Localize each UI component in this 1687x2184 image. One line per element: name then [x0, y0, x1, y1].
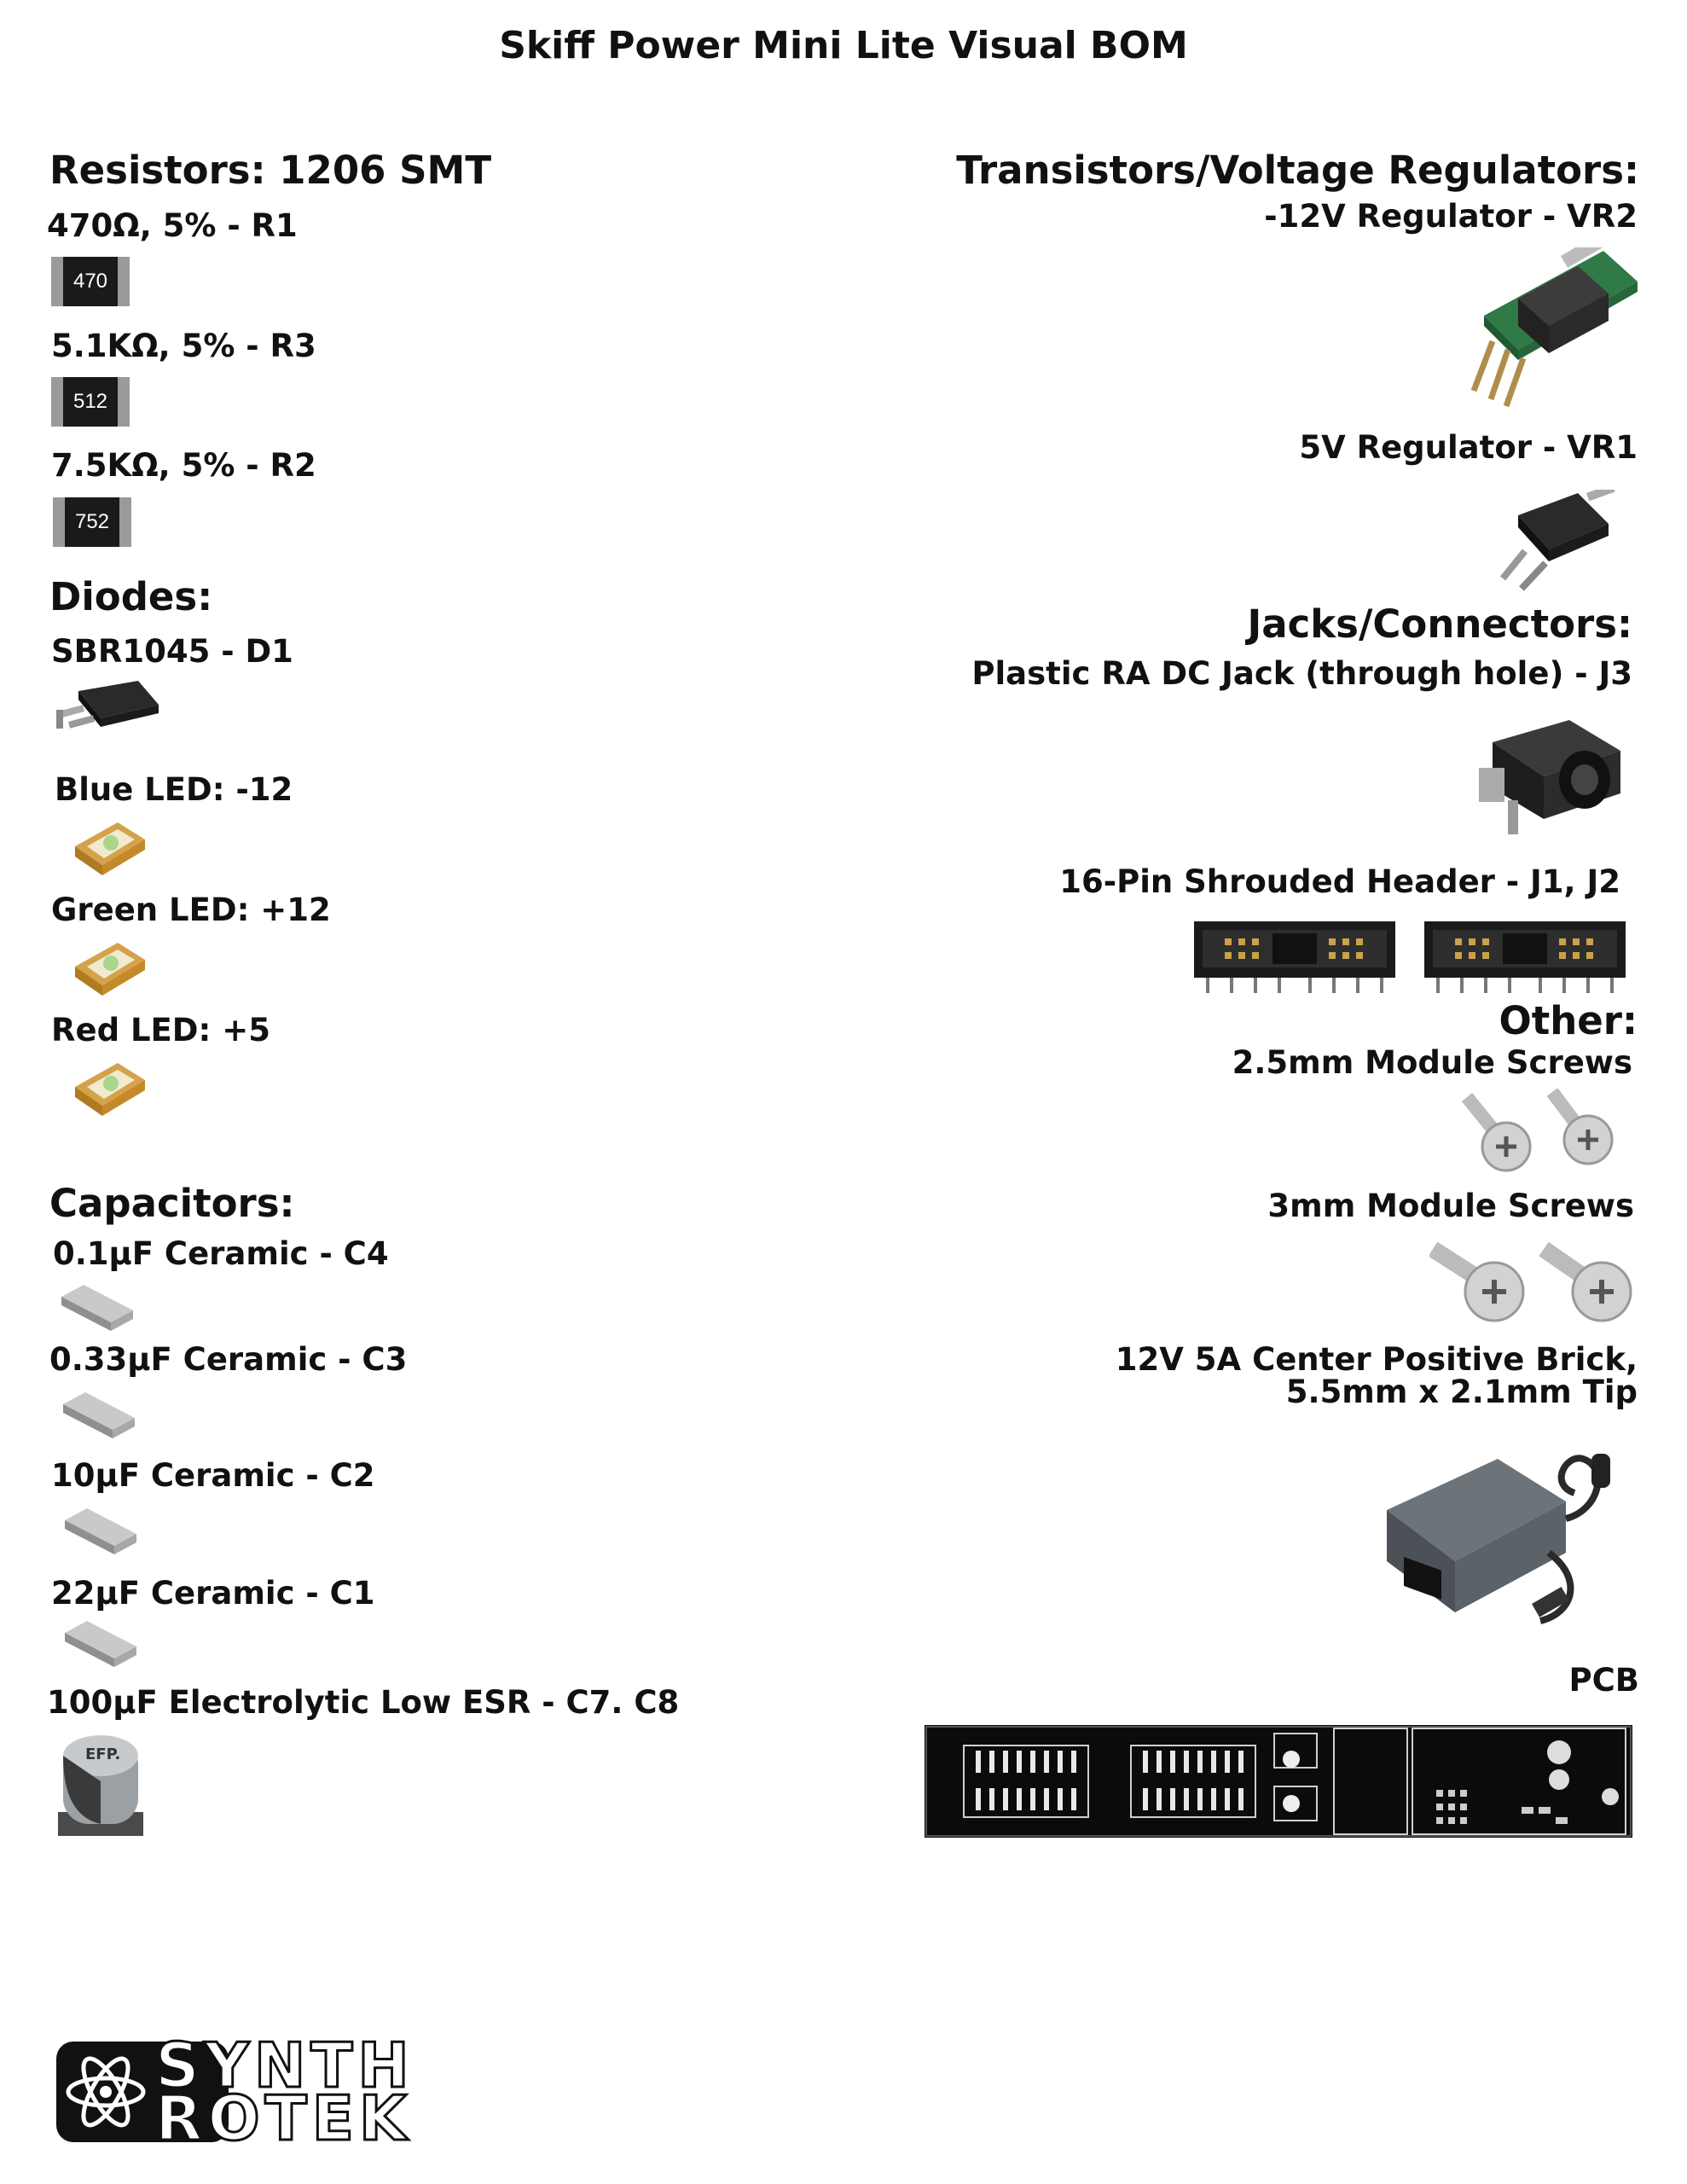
c2-ceramic-icon — [61, 1503, 140, 1558]
header-label: 16-Pin Shrouded Header - J1, J2 — [1059, 863, 1620, 900]
screws-25mm-icon — [1458, 1089, 1629, 1182]
resistor-r2-label: 7.5KΩ, 5% - R2 — [51, 447, 316, 484]
capacitor-c1-label: 22µF Ceramic - C1 — [51, 1575, 375, 1612]
logo-line1: SYNTH — [155, 2030, 415, 2101]
d1-package-icon — [53, 674, 164, 742]
j3-label: Plastic RA DC Jack (through hole) - J3 — [971, 655, 1632, 692]
vr1-label: 5V Regulator - VR1 — [1299, 429, 1638, 466]
red-led-icon — [68, 1054, 150, 1123]
vr1-regulator-icon — [1484, 490, 1620, 592]
resistor-r3-image: 512 — [51, 377, 130, 427]
electrolytic-label: 100µF Electrolytic Low ESR - C7. C8 — [47, 1684, 680, 1721]
electrolytic-capacitor-icon — [53, 1730, 147, 1841]
vr2-regulator-icon — [1458, 247, 1639, 410]
screws-3mm-label: 3mm Module Screws — [1267, 1188, 1634, 1224]
green-led-label: Green LED: +12 — [51, 892, 331, 928]
other-heading: Other: — [1499, 998, 1638, 1043]
green-led-icon — [68, 934, 150, 1002]
pcb-board-image — [925, 1725, 1632, 1838]
capacitor-c2-label: 10µF Ceramic - C2 — [51, 1457, 375, 1494]
dc-jack-icon — [1458, 708, 1629, 836]
resistors-heading: Resistors: 1206 SMT — [49, 148, 492, 193]
c4-ceramic-icon — [58, 1280, 136, 1334]
jacks-heading: Jacks/Connectors: — [1247, 601, 1632, 647]
diode-d1-label: SBR1045 - D1 — [51, 633, 293, 670]
screws-3mm-icon — [1429, 1232, 1643, 1334]
capacitor-c4-label: 0.1µF Ceramic - C4 — [53, 1235, 389, 1272]
screws-25mm-label: 2.5mm Module Screws — [1232, 1044, 1632, 1081]
capacitor-c3-label: 0.33µF Ceramic - C3 — [49, 1341, 408, 1378]
blue-led-label: Blue LED: -12 — [55, 771, 293, 808]
shrouded-header-j1-icon — [1191, 918, 1399, 995]
regulators-heading: Transistors/Voltage Regulators: — [956, 148, 1639, 193]
page-title: Skiff Power Mini Lite Visual BOM — [499, 24, 1188, 67]
c3-ceramic-icon — [60, 1387, 138, 1442]
electrolytic-marking: EFP. — [85, 1745, 121, 1763]
brick-label-line2: 5.5mm x 2.1mm Tip — [1285, 1374, 1638, 1410]
capacitors-heading: Capacitors: — [49, 1181, 295, 1226]
resistor-r2-image: 752 — [53, 497, 131, 547]
resistor-r1-label: 470Ω, 5% - R1 — [47, 207, 298, 244]
diodes-heading: Diodes: — [49, 574, 213, 619]
pcb-label: PCB — [1568, 1662, 1639, 1699]
red-led-label: Red LED: +5 — [51, 1012, 270, 1048]
brick-label-line1: 12V 5A Center Positive Brick, — [1115, 1341, 1638, 1378]
resistor-r1-image: 470 — [51, 257, 130, 306]
shrouded-header-j2-icon — [1421, 918, 1629, 995]
c1-ceramic-icon — [61, 1616, 140, 1670]
power-brick-icon — [1378, 1433, 1626, 1638]
vr2-label: -12V Regulator - VR2 — [1264, 198, 1638, 235]
resistor-r3-label: 5.1KΩ, 5% - R3 — [51, 328, 316, 364]
logo-line2: ROTEK — [155, 2082, 412, 2154]
synthrotek-logo — [56, 2030, 415, 2154]
blue-led-icon — [68, 814, 150, 882]
